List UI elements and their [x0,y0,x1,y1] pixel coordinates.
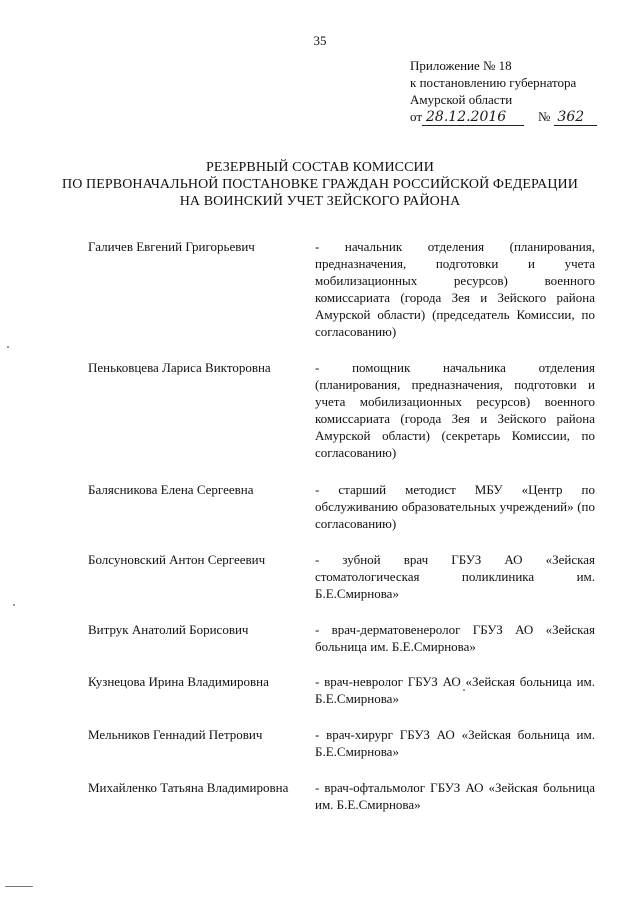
member-row [88,238,608,340]
member-role: - помощник начальника отделения (планирования, предназначения, подготовки и учета мобилизационных ресурсов) военного комиссариата (города Зея и Зейского района Амурской области) (секретарь Комиссии, по согласованию) [315,360,595,460]
title-line-3: НА ВОИНСКИЙ УЧЕТ ЗЕЙСКОГО РАЙОНА [179,194,461,209]
handwritten-number: 362 [554,110,597,126]
member-row [88,359,608,461]
member-list [88,238,608,813]
member-row [88,779,608,813]
member-role: - врач-невролог ГБУЗ АО «Зейская больница им. Б.Е.Смирнова» [315,674,595,706]
member-row [88,481,608,532]
member-name: Болсуновский Антон Сергеевич [88,552,266,567]
member-role: - начальник отделения (планирования, предназначения, подготовки и учета мобилизационных ресурсов) военного комиссариата (города Зея и Зейского района Амурской области) (председатель Комиссии, по согласованию) [315,239,595,339]
appendix-number: Приложение № 18 [410,58,512,73]
member-role: - врач-дерматовенеролог ГБУЗ АО «Зейская больница им. Б.Е.Смирнова» [315,622,595,654]
resolution-reference: к постановлению губернатора [410,75,577,90]
member-role: - врач-офтальмолог ГБУЗ АО «Зейская больница им. Б.Е.Смирнова» [315,780,595,812]
member-role: - старший методист МБУ «Центр по обслуживанию образовательных учреждений» (по согласованию) [315,482,595,531]
member-row [88,673,608,707]
page-number: 35 [313,33,327,48]
member-name: Балясникова Елена Сергеевна [88,482,254,497]
member-role: - зубной врач ГБУЗ АО «Зейская стоматологическая поликлиника им. Б.Е.Смирнова» [315,552,595,601]
title-line-1: РЕЗЕРВНЫЙ СОСТАВ КОМИССИИ [206,160,434,175]
scan-speck [13,604,15,606]
member-name: Кузнецова Ирина Владимировна [88,674,269,689]
member-name: Витрук Анатолий Борисович [88,622,249,637]
appendix-header [410,57,630,126]
region-name: Амурской области [410,92,513,107]
date-prefix: от [410,109,423,124]
handwritten-date: 28.12.2016 [422,110,524,126]
scan-speck [463,689,465,691]
scan-mark [5,886,33,887]
document-title [0,159,640,210]
member-row [88,621,608,655]
member-name: Мельников Геннадий Петрович [88,727,263,742]
number-prefix: № [538,109,551,124]
member-row [88,551,608,602]
scan-speck [7,346,9,348]
member-name: Галичев Евгений Григорьевич [88,239,255,254]
member-role: - врач-хирург ГБУЗ АО «Зейская больница им. Б.Е.Смирнова» [315,727,595,759]
title-line-2: ПО ПЕРВОНАЧАЛЬНОЙ ПОСТАНОВКЕ ГРАЖДАН РОССИЙСКОЙ ФЕДЕРАЦИИ [62,177,578,192]
member-name: Михайленко Татьяна Владимировна [88,780,289,795]
date-number-line [410,108,630,126]
member-row [88,726,608,760]
member-name: Пеньковцева Лариса Викторовна [88,360,271,375]
